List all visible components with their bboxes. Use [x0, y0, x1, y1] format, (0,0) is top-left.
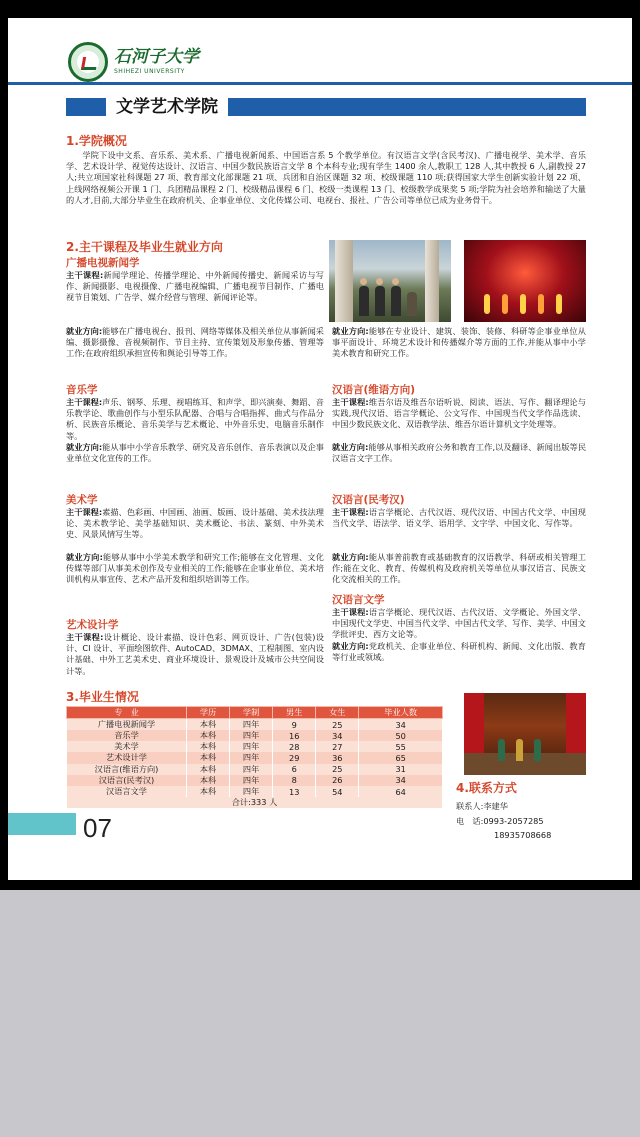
column-header: 学制 — [230, 707, 273, 719]
table-cell: 31 — [359, 764, 443, 775]
major-career: 就业方向:党政机关、企事业单位、科研机构、新闻、文化出版、教育等行业或领域。 — [332, 641, 586, 663]
table-row — [67, 764, 443, 775]
table-row — [67, 752, 443, 763]
table-cell: 6 — [273, 764, 316, 775]
table-cell: 34 — [359, 775, 443, 786]
major-courses: 主干课程:维吾尔语及维吾尔语听说、阅读、语法、写作、翻译理论与实践,现代汉语、语言学概论、公文写作、中国现当代文学作品选读、中国少数民族文化、双语教学法、维吾尔语计算机文字处理等。 — [332, 397, 586, 430]
section-banner — [66, 98, 586, 116]
major-career: 就业方向:能从事中小学音乐教学、研究及音乐创作、音乐表演以及企事业单位文化宣传的工作。 — [66, 442, 324, 464]
table-cell: 四年 — [230, 764, 273, 775]
table-cell: 艺术设计学 — [67, 752, 187, 763]
table-cell: 64 — [359, 786, 443, 797]
header-divider — [8, 82, 632, 85]
contact-person: 联系人:李建华 — [456, 801, 508, 811]
overview-text: 学院下设中文系、音乐系、美术系、广播电视新闻系、中国语言系 5 个教学单位。有汉语言文学(含民考汉)、广播电视学、美术学、音乐学、艺术设计学、视觉传达设计、汉语言、中国少数民族语言文学 8 个本科专业;现有学生 1400 余人,教职工 128 人,其中教授 6 人,副教授 27 人;共立项国家社科课题 27 项、教育部文化部课题 21 项、兵团和自治区课题 32 项、校级课题 110 项;获得国家大学生创新实验计划 22 项、上线网络视频公开课 1 门、兵团精品课程 2 门、校级精品课程 6 门、校级一类课程 13 门、校级教学成果奖 5 项;学院为社会培养和输送了大量的人才,目前,大部分毕业生在政府机关、企事业单位、文化传媒公司、电视台、报社、广告公司等单位已成为业务骨干。 — [66, 150, 586, 205]
table-cell: 美术学 — [67, 741, 187, 752]
major-courses: 主干课程:语言学概论、现代汉语、古代汉语、文学概论、外国文学、中国现代文学史、中国当代文学、中国古代文学、写作、美学、中国文学批评史、西方文论等。 — [332, 607, 586, 640]
table-header-row — [67, 707, 443, 719]
table-cell: 汉语言文学 — [67, 786, 187, 797]
page-number: 07 — [83, 813, 112, 843]
total-graduates: 合计:333 人 — [67, 797, 443, 808]
overview-heading: 1.学院概况 — [66, 134, 127, 148]
major-courses: 主干课程:素描、色彩画、中国画、油画、版画、设计基础、美术技法理论、美术教学论、美学基础知识、美术概论、书法、篆刻、中外美术史、风景风情写生等。 — [66, 507, 324, 540]
major-name: 汉语言文学 — [332, 594, 385, 606]
column-header: 毕业人数 — [359, 707, 443, 719]
table-cell: 55 — [359, 741, 443, 752]
table-cell: 本科 — [187, 764, 230, 775]
table-cell: 50 — [359, 730, 443, 741]
table-cell: 26 — [316, 775, 359, 786]
table-row — [67, 775, 443, 786]
contact-phone: 电 话:0993-2057285 — [456, 816, 544, 826]
table-cell: 本科 — [187, 775, 230, 786]
graduates-table — [66, 706, 443, 808]
major-courses: 主干课程:声乐、钢琴、乐理、视唱练耳、和声学、即兴演奏、舞蹈、音乐教学论、歌曲创作与小型乐队配器、合唱与合唱指挥、曲式与作品分析、民族音乐概论、音乐美学与艺术概论、中外音乐史、电脑音乐制作等。 — [66, 397, 324, 441]
university-name: 石河子大学 — [114, 47, 199, 67]
major-courses: 主干课程:语言学概论、古代汉语、现代汉语、中国古代文学、中国现当代文学、语法学、语义学、语用学、文字学、中国文化、写作等。 — [332, 507, 586, 529]
major-career: 就业方向:能从事普前教育或基础教育的汉语教学、科研或相关管理工作;能在文化、教育、传媒机构及政府机关等单位从事汉语言、民族文化交流相关的工作。 — [332, 552, 586, 585]
table-cell: 本科 — [187, 786, 230, 797]
major-name: 美术学 — [66, 494, 98, 506]
major-career: 就业方向:能够在广播电视台、报刊、网络等媒体及相关单位从事新闻采编、摄影摄像、音视频制作、节目主持、宣传策划及形象传播、管理等工作;在政府组织承担宣传和舆论引导等工作。 — [66, 326, 324, 359]
table-cell: 汉语言(民考汉) — [67, 775, 187, 786]
table-cell: 25 — [316, 719, 359, 731]
table-cell: 54 — [316, 786, 359, 797]
courses-heading: 2.主干课程及毕业生就业方向 — [66, 240, 223, 254]
table-cell: 65 — [359, 752, 443, 763]
students-outdoor-photo — [329, 240, 451, 322]
page-number-tab — [8, 813, 76, 835]
table-cell: 34 — [359, 719, 443, 731]
table-cell: 本科 — [187, 719, 230, 731]
major-name: 音乐学 — [66, 384, 98, 396]
table-cell: 广播电视新闻学 — [67, 719, 187, 731]
university-logo — [68, 42, 199, 82]
table-cell: 本科 — [187, 741, 230, 752]
table-cell: 8 — [273, 775, 316, 786]
column-header: 女生 — [316, 707, 359, 719]
graduates-heading: 3.毕业生情况 — [66, 690, 139, 704]
table-cell: 16 — [273, 730, 316, 741]
major-courses: 主干课程:设计概论、设计素描、设计色彩、网页设计、广告(包装)设计、CI 设计、平面绘图软件、AutoCAD、3DMAX、工程制图、室内设计基础、中外工艺美术史、商业环境设计、景观设计及城市公共空间设计等。 — [66, 632, 324, 676]
major-career: 就业方向:能够从事中小学美术教学和研究工作;能够在文化管理、文化传媒等部门从事美术创作及专业相关的工作;能够在企事业单位、美术培训机构从事宣传、艺术产品开发和组织培训等工作。 — [66, 552, 324, 585]
contact-heading: 4.联系方式 — [456, 781, 517, 795]
table-cell: 13 — [273, 786, 316, 797]
major-name: 汉语言(维语方向) — [332, 384, 416, 396]
table-cell: 28 — [273, 741, 316, 752]
table-total-row — [67, 797, 443, 808]
major-name: 艺术设计学 — [66, 619, 119, 631]
table-row — [67, 730, 443, 741]
major-courses: 主干课程:新闻学理论、传播学理论、中外新闻传播史、新闻采访与写作、新闻摄影、电视摄像、广播电视编辑、广播电视节目制作、广播电视节目策划、广告学、媒介经营与管理、新闻评论等。 — [66, 270, 324, 303]
table-cell: 36 — [316, 752, 359, 763]
column-header: 男生 — [273, 707, 316, 719]
table-row — [67, 741, 443, 752]
major-name: 汉语言(民考汉) — [332, 494, 405, 506]
table-row — [67, 719, 443, 731]
table-cell: 四年 — [230, 775, 273, 786]
table-cell: 9 — [273, 719, 316, 731]
brochure-page — [8, 18, 632, 880]
table-cell: 四年 — [230, 719, 273, 731]
table-cell: 27 — [316, 741, 359, 752]
theater-performance-photo — [464, 693, 586, 775]
table-cell: 汉语言(维语方向) — [67, 764, 187, 775]
table-row — [67, 786, 443, 797]
table-cell: 29 — [273, 752, 316, 763]
table-cell: 本科 — [187, 730, 230, 741]
university-seal-icon — [68, 42, 108, 82]
table-cell: 四年 — [230, 730, 273, 741]
university-name-en: SHIHEZI UNIVERSITY — [114, 68, 185, 75]
table-cell: 本科 — [187, 752, 230, 763]
major-name: 广播电视新闻学 — [66, 257, 140, 269]
table-cell: 四年 — [230, 741, 273, 752]
table-cell: 音乐学 — [67, 730, 187, 741]
major-career: 就业方向:能够在专业设计、建筑、装饰、装修、科研等企事业单位从事平面设计、环境艺术设计和传播媒介等方面的工作,并能从事中小学美术教育和研究工作。 — [332, 326, 586, 359]
stage-dance-photo — [464, 240, 586, 322]
table-cell: 25 — [316, 764, 359, 775]
major-career: 就业方向:能够从事相关政府公务和教育工作,以及翻译、新闻出版等民汉语言文字工作。 — [332, 442, 587, 464]
section-title: 文学艺术学院 — [106, 95, 228, 119]
column-header: 学历 — [187, 707, 230, 719]
table-cell: 34 — [316, 730, 359, 741]
column-header: 专 业 — [67, 707, 187, 719]
table-cell: 四年 — [230, 752, 273, 763]
table-cell: 四年 — [230, 786, 273, 797]
contact-mobile: 18935708668 — [494, 830, 552, 840]
